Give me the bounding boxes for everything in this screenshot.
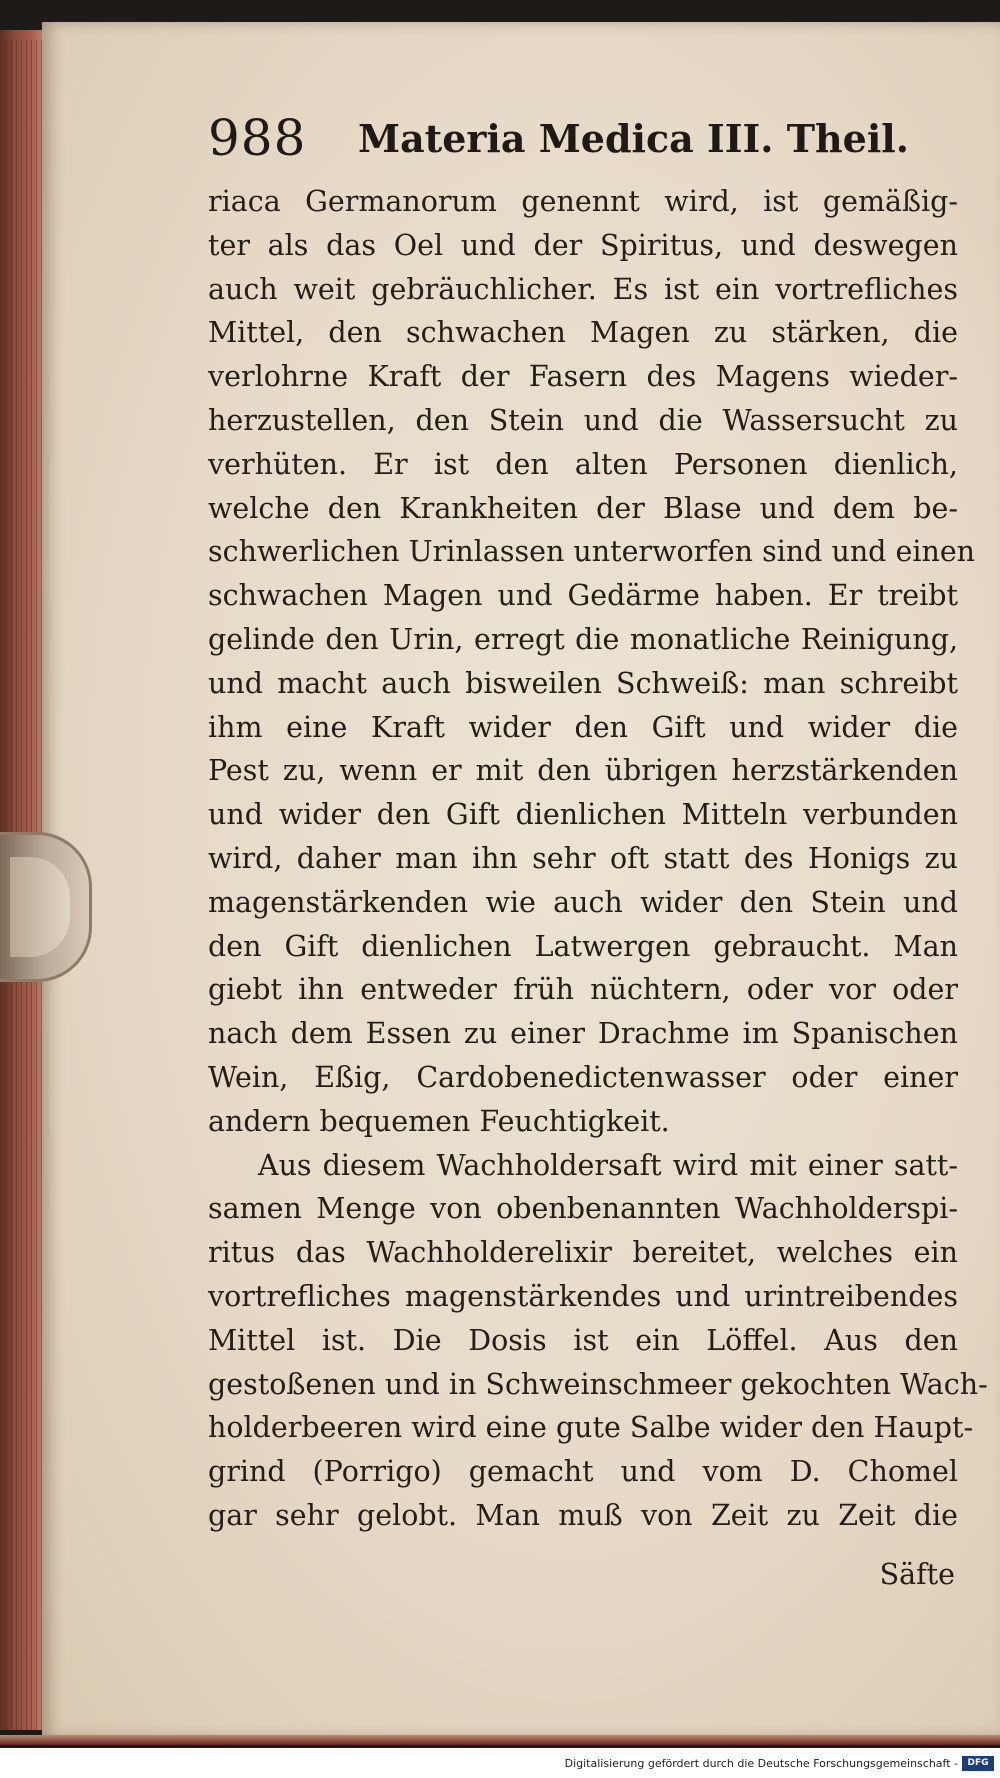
dfg-logo: DFG xyxy=(962,1756,994,1771)
paragraph-start-line: Aus diesem Wachholdersaft wird mit einer satt- xyxy=(258,1148,958,1182)
text-line: nach dem Essen zu einer Drachme im Spanischen xyxy=(208,1017,958,1051)
text-line: welche den Krankheiten der Blase und dem be- xyxy=(208,491,958,525)
text-line: Pest zu, wenn er mit den übrigen herzstärkenden xyxy=(208,754,958,788)
text-line: gar sehr gelobt. Man muß von Zeit zu Zeit die xyxy=(208,1498,958,1532)
catchword: Säfte xyxy=(879,1558,955,1591)
digitization-credit: Digitalisierung gefördert durch die Deutsche Forschungsgemeinschaft - xyxy=(564,1757,958,1770)
page-header xyxy=(208,108,928,178)
text-line: schwachen Magen und Gedärme haben. Er treibt xyxy=(208,579,958,613)
text-line: ihm eine Kraft wider den Gift und wider die xyxy=(208,710,958,744)
text-line: Wein, Eßig, Cardobenedictenwasser oder einer xyxy=(208,1060,958,1094)
text-line: gelinde den Urin, erregt die monatliche Reinigung, xyxy=(208,622,958,656)
text-line: Mittel ist. Die Dosis ist ein Löffel. Aus den xyxy=(208,1323,958,1357)
text-line: holderbeeren wird eine gute Salbe wider den Haupt- xyxy=(208,1411,974,1445)
text-line: andern bequemen Feuchtigkeit. xyxy=(208,1104,670,1138)
text-line: schwerlichen Urinlassen unterworfen sind und einen xyxy=(208,535,976,569)
text-line: grind (Porrigo) gemacht und vom D. Chomel xyxy=(208,1455,958,1489)
text-line: und macht auch bisweilen Schweiß: man schreibt xyxy=(208,666,958,700)
body-text xyxy=(208,180,988,1538)
page-number: 988 xyxy=(208,109,307,167)
text-line: ritus das Wachholderelixir bereitet, welches ein xyxy=(208,1236,958,1270)
book-bottom-edge xyxy=(0,1735,1000,1745)
text-line: Mittel, den schwachen Magen zu stärken, die xyxy=(208,316,958,350)
text-line: ter als das Oel und der Spiritus, und deswegen xyxy=(208,228,958,262)
text-line: gestoßenen und in Schweinschmeer gekochten Wach- xyxy=(208,1367,988,1401)
text-line: verhüten. Er ist den alten Personen dienlich, xyxy=(208,447,958,481)
text-line: giebt ihn entweder früh nüchtern, oder vor oder xyxy=(208,973,958,1007)
book-clasp xyxy=(0,832,92,982)
text-line: vortrefliches magenstärkendes und urintreibendes xyxy=(208,1279,958,1313)
text-line: herzustellen, den Stein und die Wassersucht zu xyxy=(208,403,958,437)
text-line: samen Menge von obenbenannten Wachholderspi- xyxy=(208,1192,958,1226)
text-line: verlohrne Kraft der Fasern des Magens wieder- xyxy=(208,360,958,394)
text-line: und wider den Gift dienlichen Mitteln verbunden xyxy=(208,798,958,832)
running-title: Materia Medica III. Theil. xyxy=(358,116,909,161)
text-line: riaca Germanorum genennt wird, ist gemäßig- xyxy=(208,185,958,218)
book-clasp-inner xyxy=(10,857,70,957)
text-line: den Gift dienlichen Latwergen gebraucht. Man xyxy=(208,929,958,963)
text-line: auch weit gebräuchlicher. Es ist ein vortrefliches xyxy=(208,272,958,306)
text-line: wird, daher man ihn sehr oft statt des Honigs zu xyxy=(208,841,958,875)
text-line: magenstärkenden wie auch wider den Stein und xyxy=(208,885,958,919)
